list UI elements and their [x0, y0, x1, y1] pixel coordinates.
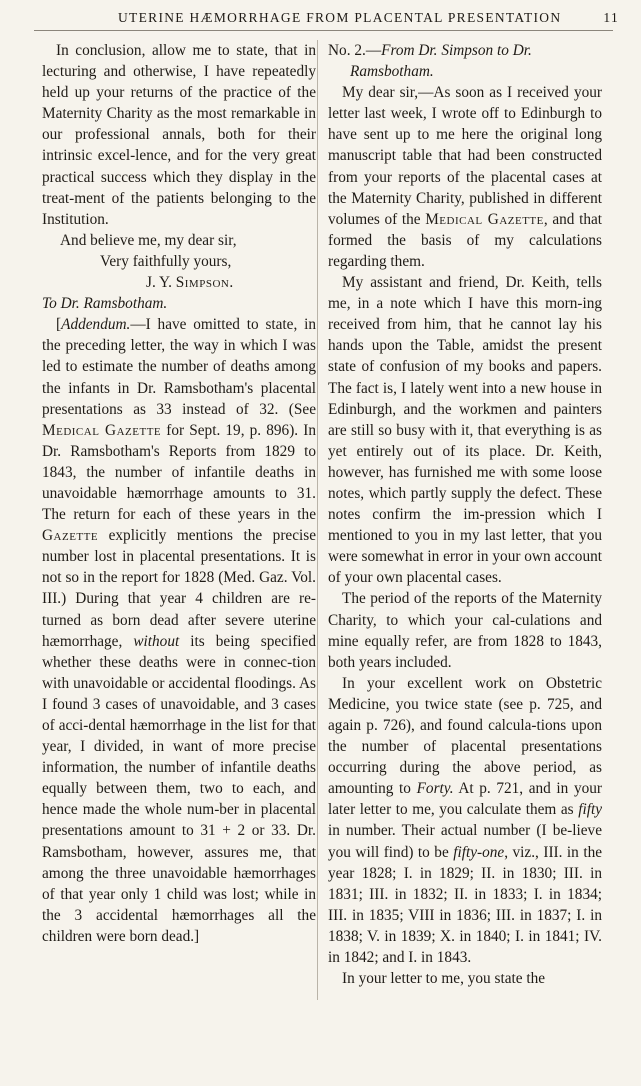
running-head — [0, 6, 641, 30]
para4-text-c: in number. Their actual number (I be-lieve you will find) to be — [328, 822, 602, 861]
letter-paragraph-5: In your letter to me, you state the — [342, 970, 546, 988]
gazette-ref-1: Medical Gazette — [42, 421, 162, 439]
signature — [42, 272, 316, 293]
addressee-dr: Dr. — [60, 295, 84, 313]
letter-from: From Dr. Simpson to Dr. — [381, 42, 532, 59]
conclusion-paragraph: In conclusion, allow me to state, that in lecturing and otherwise, I have repeatedly held up your returns of the practice of the Maternity Charity as the most remarkable in our professional annals, both for their intrinsic excel-lence, and for the very great practical success which they display in the treat-ment of the patients belonging to the Institution. — [42, 42, 316, 228]
running-head-title: UTERINE HÆMORRHAGE FROM PLACENTAL PRESENTATION — [118, 10, 562, 25]
addendum-bracket: [ — [56, 316, 62, 334]
letter-paragraph-4 — [328, 673, 602, 968]
letter-heading — [328, 40, 602, 82]
addendum-label: Addendum. — [61, 316, 131, 334]
fifty-emphasis: fifty — [578, 801, 602, 819]
addressee — [42, 293, 316, 314]
para1-text-b: , and that formed the basis of my calculations regarding them. — [328, 210, 603, 270]
letter-number: No. 2.— — [328, 42, 382, 59]
signature-initials: J. Y. — [146, 274, 176, 292]
gazette-ref-2: Gazette — [42, 527, 99, 545]
para1-text-a: My dear sir,—As soon as I received your letter last week, I wrote off to Edinburgh to have sent up to me here the original long manuscript table that had been constructed from your reports of the placental cases at the Maternity Charity, published in different volumes of the — [328, 84, 602, 228]
addendum-paragraph — [42, 314, 316, 947]
para4-text-b: At p. 721, and in your later letter to me, you calculate them as — [328, 780, 602, 819]
without-emphasis: without — [133, 632, 180, 650]
letter-paragraph-3: The period of the reports of the Maternity Charity, to which your cal-culations and mine equally refer, are from 1828 to 1843, both years included. — [328, 590, 602, 671]
addendum-text-3: explicitly mentions the precise number lost in placental presentations. It is not so in the report for 1828 (Med. Gaz. Vol. III.) During that year 4 children are re-turned as born dead after severe uterine hæmorrhage, — [42, 527, 316, 650]
para4-text-a: In your excellent work on Obstetric Medicine, you twice state (see p. 725, and again p. 726), and found calcula-tions upon the number of placental presentations occurring during the above period, as amounting to — [328, 674, 602, 798]
addendum-text: —I have omitted to state, in the preceding letter, the way in which I was led to estimate the number of deaths among the infants in Dr. Ramsbotham's placental presentations as 33 instead of 32. (See — [42, 316, 316, 418]
left-column — [42, 40, 316, 947]
fifty-one-emphasis: fifty-one — [453, 843, 505, 861]
signature-name: Simpson. — [175, 274, 234, 292]
gazette-ref: Medical Gazette — [425, 210, 544, 228]
right-column — [328, 40, 602, 989]
addendum-text-4: its being specified whether these deaths were in connec-tion with unavoidable or accidental floodings. As I found 3 cases of unavoidable, and 3 cases of acci-dental hæmorrhage in the list for that year, I divided, in want of more precise information, the number of infantile deaths equally between them, two to each, and hence made the whole num-ber in placental presentations amount to 31 + 2 or 33. Dr. Ramsbotham, however, assures me, that among the three unavoidable hæmorrhages of that year only 1 child was lost; while in the 3 accidental hæmorrhages all the children were born dead.] — [42, 632, 316, 945]
column-divider — [317, 40, 318, 1000]
closing-line-2: Very faithfully yours, — [100, 252, 232, 270]
addressee-to: To — [42, 295, 61, 313]
letter-paragraph-1 — [328, 82, 602, 272]
closing-line-1: And believe me, my dear sir, — [60, 231, 237, 249]
letter-to: Ramsbotham. — [350, 63, 434, 81]
header-rule — [34, 30, 613, 31]
page-number: 11 — [603, 10, 619, 25]
para4-text-d: , viz., III. in the year 1828; I. in 1829; II. in 1830; III. in 1831; III. in 1832; II. in 1833; I. in 1834; III. in 1835; VIII in 1836; III. in 1837; I. in 1838; V. in 1839; X. in 1840; I. in 1841; IV. in 1842; and I. in 1843. — [328, 843, 603, 967]
forty-emphasis: Forty. — [416, 780, 454, 798]
letter-paragraph-2: My assistant and friend, Dr. Keith, tells me, in a note which I have this morn-ing received from him, that he cannot lay his hands upon the Table, amidst the present state of confusion of my books and papers. The fact is, I lately went into a new house in Edinburgh, and the workmen and painters are still so busy with it, that everything is as yet entirely out of its place. Dr. Keith, however, has furnished me with some loose notes, which partly supply the defect. These notes confirm the im-pression which I mentioned to you in my last letter, that you were somewhat in error in your own account of your own placental cases. — [328, 274, 602, 587]
addendum-text-2: for Sept. 19, p. 896). In Dr. Ramsbotham's Reports from 1829 to 1843, the number of infantile deaths in unavoidable hæmorrhage amounts to 31. The return for each of these years in the — [42, 421, 316, 524]
addressee-name: Ramsbotham. — [83, 295, 168, 313]
